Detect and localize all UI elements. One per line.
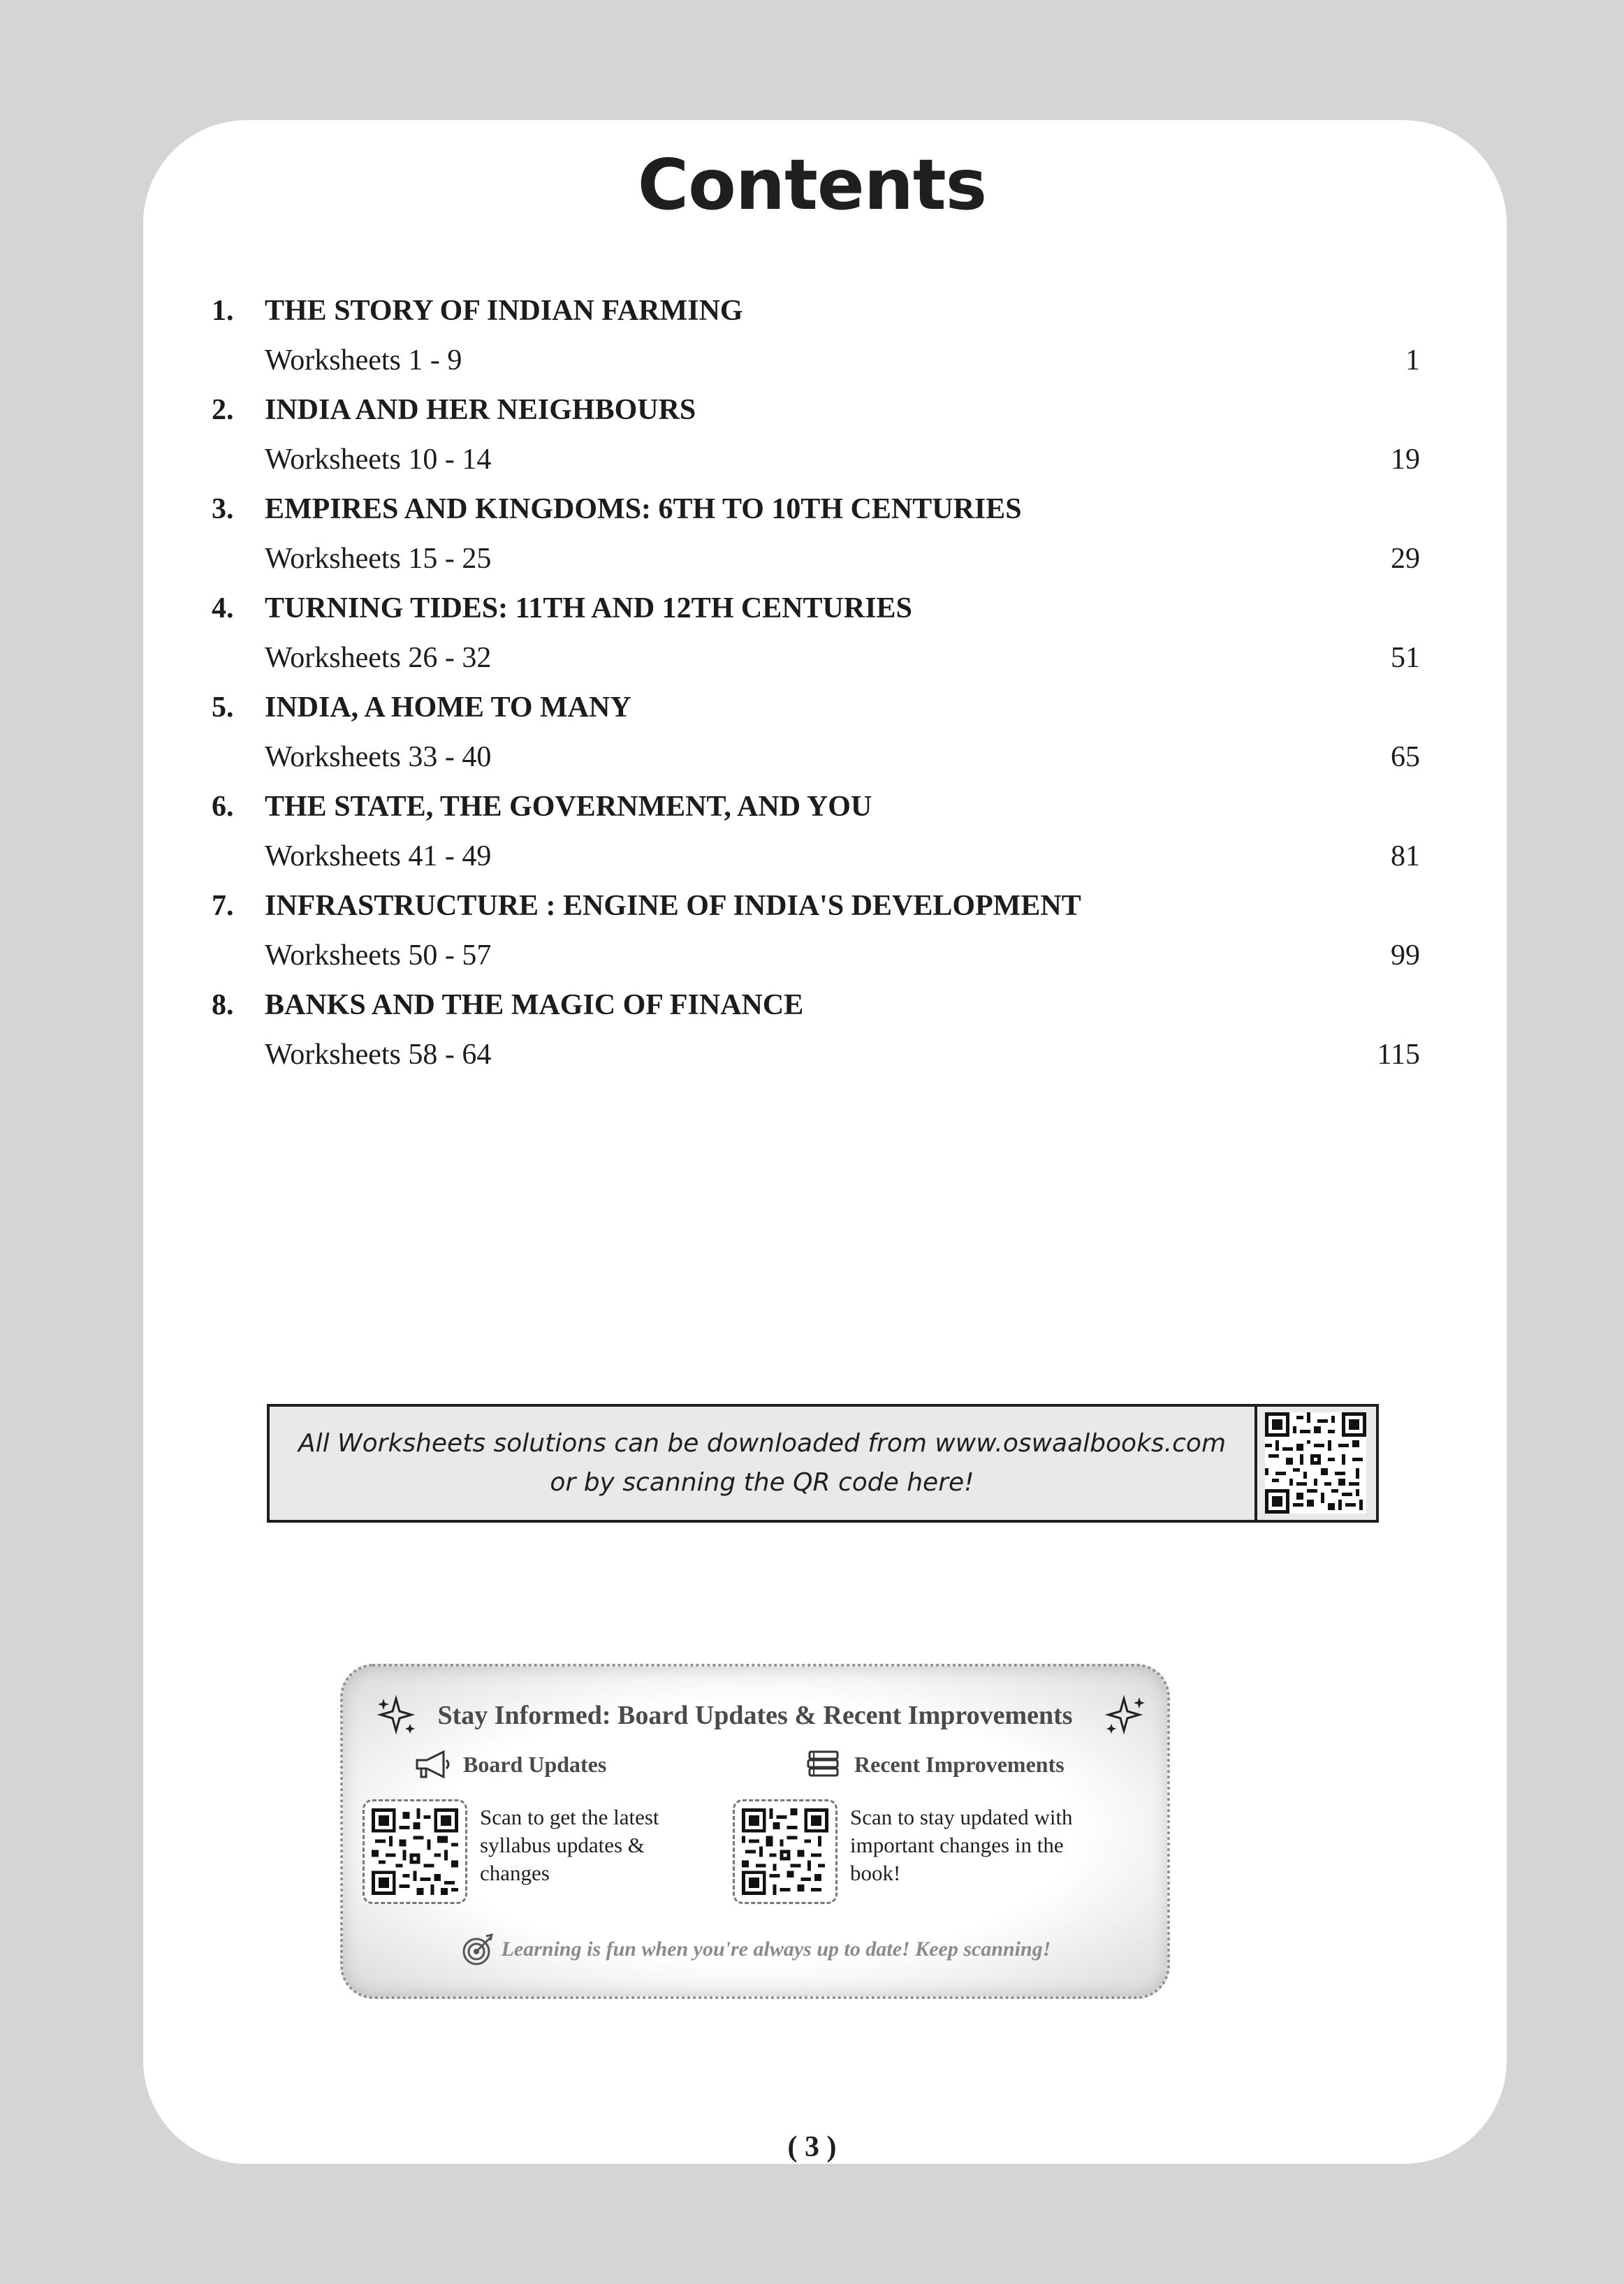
divider [1254,1407,1257,1520]
qr-code-icon[interactable] [372,1808,458,1895]
recent-improvements-heading [804,1749,1065,1780]
qr-code-icon[interactable] [1265,1412,1366,1514]
board-updates-label: Board Updates [463,1751,607,1777]
page-title: Contents [637,144,987,226]
worksheets-range: Worksheets 41 - 49 [265,840,492,872]
chapter-title[interactable]: THE STORY OF INDIAN FARMING [265,295,743,327]
board-updates-qr[interactable] [363,1799,467,1904]
recent-improvements-qr[interactable] [733,1799,837,1904]
chapter-title[interactable]: THE STATE, THE GOVERNMENT, AND YOU [265,791,872,823]
chapter-number: 5. [212,691,234,724]
recent-improvements-label: Recent Improvements [854,1751,1065,1777]
megaphone-icon [413,1749,453,1780]
chapter-number: 8. [212,989,234,1021]
table-of-contents [212,286,1420,1080]
board-updates-caption: Scan to get the latest syllabus updates & changes [480,1805,659,1885]
toc-entry[interactable] [212,286,1420,386]
toc-entry[interactable] [212,981,1420,1080]
page-ref: 115 [1377,1039,1420,1071]
chapter-title[interactable]: INDIA, A HOME TO MANY [265,691,631,724]
chapter-title[interactable]: TURNING TIDES: 11TH AND 12TH CENTURIES [265,592,912,624]
updates-panel [340,1664,1170,1999]
toc-entry[interactable] [212,386,1420,485]
updates-heading: Stay Informed: Board Updates & Recent Improvements [437,1701,1073,1730]
download-text [270,1407,1254,1520]
chapter-number: 7. [212,890,234,922]
page-ref: 19 [1391,444,1420,476]
toc-entry[interactable] [212,584,1420,683]
tagline-text: Learning is fun when you're always up to date! Keep scanning! [501,1938,1051,1961]
worksheets-range: Worksheets 1 - 9 [265,344,462,376]
board-updates-heading [413,1749,606,1780]
page-ref: 1 [1405,344,1420,376]
worksheets-range: Worksheets 58 - 64 [265,1039,492,1071]
toc-entry[interactable] [212,782,1420,881]
toc-entry[interactable] [212,881,1420,981]
worksheets-range: Worksheets 10 - 14 [265,444,492,476]
chapter-number: 6. [212,791,234,823]
worksheets-range: Worksheets 15 - 25 [265,543,492,575]
chapter-title[interactable]: BANKS AND THE MAGIC OF FINANCE [265,989,804,1021]
tagline [343,1932,1167,1967]
toc-entry[interactable] [212,683,1420,782]
chapter-title[interactable]: EMPIRES AND KINGDOMS: 6TH TO 10TH CENTURIES [265,493,1022,525]
download-line-1[interactable]: All Worksheets solutions can be downloaded from www.oswaalbooks.com [298,1429,1227,1458]
toc-entry[interactable] [212,485,1420,584]
page-ref: 99 [1391,939,1420,972]
qr-code-icon[interactable] [742,1808,828,1895]
worksheets-range: Worksheets 50 - 57 [265,939,492,972]
download-box [267,1404,1379,1523]
chapter-number: 3. [212,493,234,525]
worksheets-range: Worksheets 33 - 40 [265,741,492,773]
page-ref: 29 [1391,543,1420,575]
chapter-number: 2. [212,394,234,426]
books-icon [804,1749,844,1780]
recent-improvements-caption: Scan to stay updated with important changes in the book! [850,1805,1073,1885]
page-number: ( 3 ) [787,2131,837,2163]
chapter-title[interactable]: INDIA AND HER NEIGHBOURS [265,394,696,426]
target-icon [460,1932,495,1967]
chapter-number: 4. [212,592,234,624]
chapter-title[interactable]: INFRASTRUCTURE : ENGINE OF INDIA'S DEVELOPMENT [265,890,1081,922]
download-line-2: or by scanning the QR code here! [550,1468,974,1497]
page-ref: 65 [1391,741,1420,773]
page-ref: 81 [1391,840,1420,872]
page-ref: 51 [1391,642,1420,674]
sparkle-icon [1104,1694,1146,1736]
worksheets-range: Worksheets 26 - 32 [265,642,492,674]
chapter-number: 1. [212,295,234,327]
